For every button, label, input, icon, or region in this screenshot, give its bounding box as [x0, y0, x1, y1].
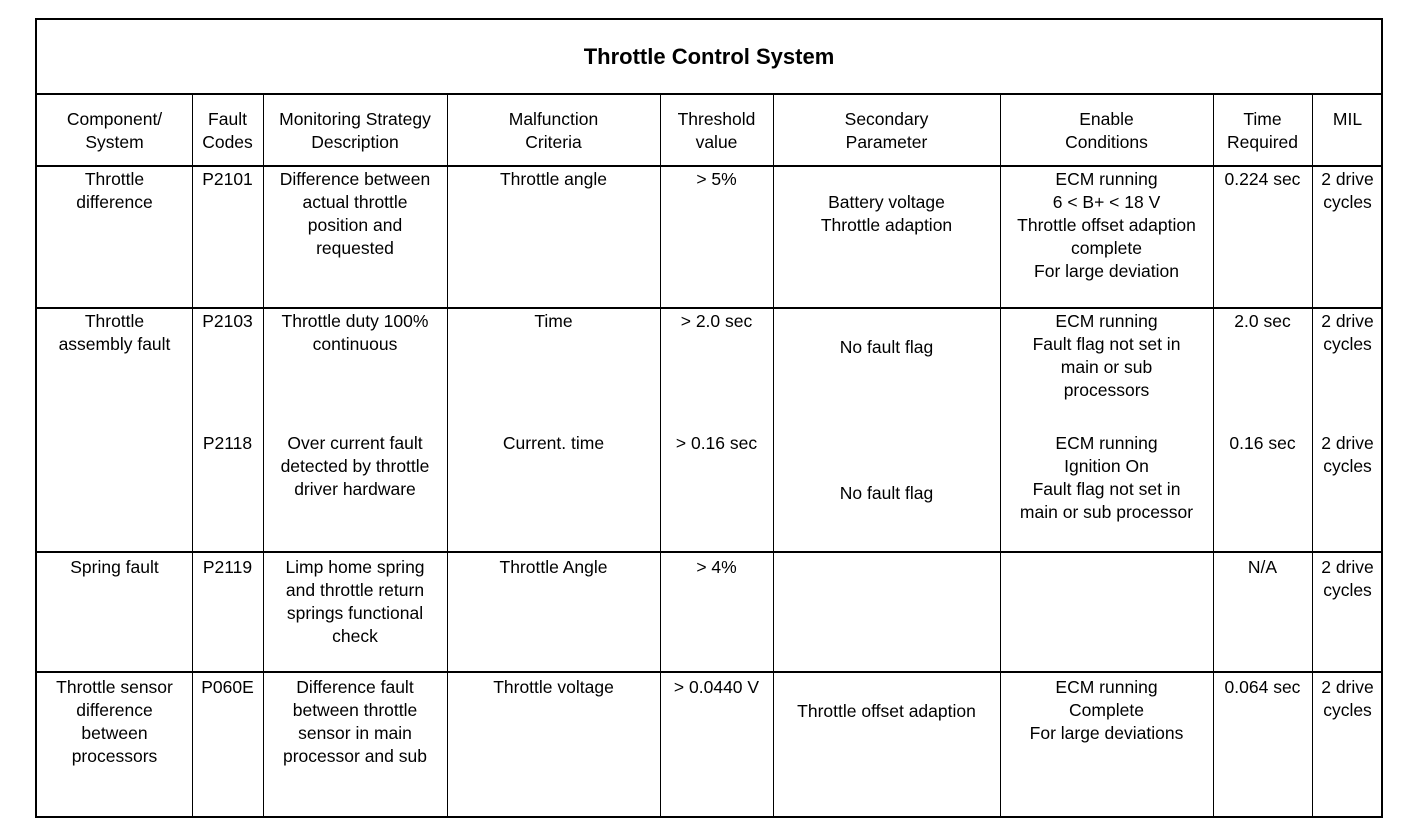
cell-monitoring: Over current fault detected by throttle driver hardware	[280, 433, 430, 499]
cell-secondary: No fault flag	[839, 337, 934, 357]
column-divider	[660, 95, 661, 816]
row-divider	[37, 551, 1381, 553]
throttle-control-table	[35, 18, 1383, 818]
cell-component: Throttle sensor difference between processors	[56, 677, 173, 766]
header-monitoring: Monitoring Strategy Description	[279, 109, 431, 152]
column-divider	[447, 95, 448, 816]
cell-secondary: Throttle offset adaption	[797, 701, 976, 721]
header-malfunction: Malfunction Criteria	[508, 109, 599, 152]
cell-monitoring: Difference between actual throttle position and requested	[279, 169, 431, 258]
header-mil: MIL	[1332, 109, 1363, 129]
cell-fault-code: P2119	[202, 557, 253, 577]
header-divider	[37, 165, 1381, 167]
cell-monitoring: Difference fault between throttle sensor in main processor and sub	[283, 677, 427, 766]
cell-time: 0.16 sec	[1229, 433, 1296, 453]
cell-mil: 2 drive cycles	[1321, 677, 1374, 720]
cell-component: Spring fault	[70, 557, 159, 577]
cell-secondary: No fault flag	[839, 483, 934, 503]
cell-component: Throttle assembly fault	[58, 311, 171, 354]
cell-mil: 2 drive cycles	[1321, 311, 1374, 354]
cell-mil: 2 drive cycles	[1321, 433, 1374, 476]
header-enable: Enable Conditions	[1065, 109, 1148, 152]
cell-enable: ECM running 6 < B+ < 18 V Throttle offset adaption complete For large deviation	[1017, 169, 1196, 281]
cell-threshold: > 5%	[696, 169, 737, 189]
cell-time: 0.064 sec	[1224, 677, 1301, 697]
cell-monitoring: Limp home spring and throttle return springs functional check	[285, 557, 425, 646]
header-secondary: Secondary Parameter	[844, 109, 929, 152]
row-divider	[37, 307, 1381, 309]
header-threshold: Threshold value	[677, 109, 756, 152]
cell-time: N/A	[1247, 557, 1278, 577]
cell-malfunction: Throttle angle	[499, 169, 607, 189]
cell-malfunction: Current. time	[502, 433, 605, 453]
cell-enable: ECM running Fault flag not set in main or sub processors	[1032, 311, 1181, 400]
cell-threshold: > 0.16 sec	[675, 433, 758, 453]
header-component: Component/ System	[66, 109, 163, 152]
cell-monitoring: Throttle duty 100% continuous	[281, 311, 429, 354]
cell-fault-code: P2101	[202, 169, 253, 189]
cell-threshold: > 2.0 sec	[680, 311, 753, 331]
cell-threshold: > 4%	[696, 557, 737, 577]
cell-fault-code: P2118	[202, 433, 253, 453]
cell-mil: 2 drive cycles	[1321, 169, 1374, 212]
cell-mil: 2 drive cycles	[1321, 557, 1374, 600]
column-divider	[192, 95, 193, 816]
cell-enable: ECM running Complete For large deviations	[1029, 677, 1184, 743]
cell-malfunction: Throttle Angle	[499, 557, 608, 577]
cell-fault-code: P2103	[202, 311, 253, 331]
header-fault-codes: Fault Codes	[202, 109, 253, 152]
cell-secondary: Battery voltage Throttle adaption	[820, 192, 953, 235]
cell-time: 2.0 sec	[1234, 311, 1291, 331]
cell-enable: ECM running Ignition On Fault flag not set in main or sub processor	[1019, 433, 1194, 522]
column-divider	[1213, 95, 1214, 816]
cell-malfunction: Time	[534, 311, 573, 331]
cell-malfunction: Throttle voltage	[493, 677, 614, 697]
cell-fault-code: P060E	[201, 677, 254, 697]
cell-time: 0.224 sec	[1224, 169, 1301, 189]
cell-component: Throttle difference	[76, 169, 153, 212]
cell-threshold: > 0.0440 V	[673, 677, 760, 697]
table-title: Throttle Control System	[37, 20, 1381, 95]
row-divider	[37, 671, 1381, 673]
header-time: Time Required	[1226, 109, 1299, 152]
